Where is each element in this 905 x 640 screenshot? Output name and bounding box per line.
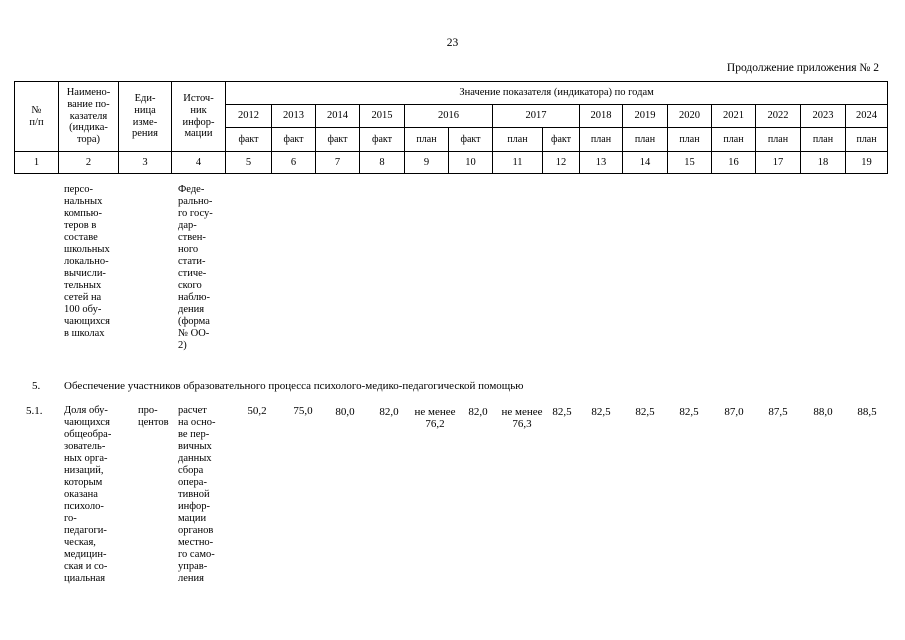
value-2019-plan: 82,5 xyxy=(635,406,655,418)
header-source: Источ- ник инфор- мации xyxy=(172,82,226,152)
sub-header: факт xyxy=(360,128,405,152)
column-number: 19 xyxy=(846,152,888,174)
section-5-number: 5. xyxy=(32,380,41,392)
sub-header: план xyxy=(756,128,801,152)
sub-header: план xyxy=(405,128,449,152)
column-number: 12 xyxy=(543,152,580,174)
column-number: 14 xyxy=(623,152,668,174)
column-number: 2 xyxy=(59,152,119,174)
column-number: 17 xyxy=(756,152,801,174)
year-2012: 2012 xyxy=(226,105,272,128)
row-5-1-number: 5.1. xyxy=(26,405,43,417)
sub-header: план xyxy=(623,128,668,152)
value-2020-plan: 82,5 xyxy=(679,406,699,418)
value-2023-plan: 88,0 xyxy=(813,406,833,418)
column-number: 3 xyxy=(119,152,172,174)
year-2016: 2016 xyxy=(405,105,493,128)
year-2019: 2019 xyxy=(623,105,668,128)
header-values-title: Значение показателя (индикатора) по годам xyxy=(226,82,888,105)
sub-header: факт xyxy=(316,128,360,152)
continued-row-name: персо- нальных компью- теров в составе школьных локально- вычисли- тельных сетей на 100 обу- чающихся в школах xyxy=(64,184,110,339)
sub-header: факт xyxy=(543,128,580,152)
value-2012-fact: 50,2 xyxy=(247,405,267,417)
value-2013-fact: 75,0 xyxy=(293,405,313,417)
sub-header: факт xyxy=(272,128,316,152)
value-2021-plan: 87,0 xyxy=(724,406,744,418)
column-number: 5 xyxy=(226,152,272,174)
header-num: № п/п xyxy=(15,82,59,152)
column-number: 13 xyxy=(580,152,623,174)
column-number: 8 xyxy=(360,152,405,174)
continuation-label: Продолжение приложения № 2 xyxy=(726,62,879,74)
year-2014: 2014 xyxy=(316,105,360,128)
year-2013: 2013 xyxy=(272,105,316,128)
page-number: 23 xyxy=(446,37,459,49)
sub-header: план xyxy=(846,128,888,152)
value-2014-fact: 80,0 xyxy=(335,406,355,418)
header-name: Наимено- вание по- казателя (индика- тора) xyxy=(59,82,119,152)
section-5-title: Обеспечение участников образовательного процесса психолого-медико-педагогической помощью xyxy=(64,380,524,392)
value-2015-fact: 82,0 xyxy=(379,406,399,418)
year-2020: 2020 xyxy=(668,105,712,128)
row-5-1-source: расчет на осно- ве пер- вичных данных сбора опера- тивной инфор- мации органов местно- го само- управ- ления xyxy=(178,405,216,584)
row-5-1-unit: про- центов xyxy=(138,405,169,428)
value-2017-plan: не менее 76,3 xyxy=(501,406,543,431)
header-table xyxy=(14,81,888,174)
year-2021: 2021 xyxy=(712,105,756,128)
sub-header: план xyxy=(712,128,756,152)
sub-header: факт xyxy=(226,128,272,152)
continued-row-source: Феде- рально- го госу- дар- ствен- ного стати- стиче- ского наблю- дения (форма № ОО- 2) xyxy=(178,184,213,351)
year-2015: 2015 xyxy=(360,105,405,128)
row-5-1-name: Доля обу- чающихся общеобра- зователь- ных орга- низаций, которым оказана психоло- го- педагоги- ческая, медицин- ская и со- циальная xyxy=(64,405,112,584)
column-number: 6 xyxy=(272,152,316,174)
value-2022-plan: 87,5 xyxy=(768,406,788,418)
year-2017: 2017 xyxy=(493,105,580,128)
column-number: 1 xyxy=(15,152,59,174)
value-2024-plan: 88,5 xyxy=(857,406,877,418)
column-number: 18 xyxy=(801,152,846,174)
column-number: 15 xyxy=(668,152,712,174)
value-2017-fact: 82,5 xyxy=(552,406,572,418)
year-2022: 2022 xyxy=(756,105,801,128)
sub-header: план xyxy=(493,128,543,152)
column-number: 10 xyxy=(449,152,493,174)
year-2023: 2023 xyxy=(801,105,846,128)
header-unit: Еди- ница изме- рения xyxy=(119,82,172,152)
column-number: 16 xyxy=(712,152,756,174)
sub-header: план xyxy=(801,128,846,152)
year-2024: 2024 xyxy=(846,105,888,128)
column-number: 7 xyxy=(316,152,360,174)
sub-header: план xyxy=(580,128,623,152)
column-number: 9 xyxy=(405,152,449,174)
sub-header: факт xyxy=(449,128,493,152)
value-2018-plan: 82,5 xyxy=(591,406,611,418)
year-2018: 2018 xyxy=(580,105,623,128)
value-2016-plan: не менее 76,2 xyxy=(414,406,456,431)
sub-header: план xyxy=(668,128,712,152)
value-2016-fact: 82,0 xyxy=(468,406,488,418)
column-number: 4 xyxy=(172,152,226,174)
column-number: 11 xyxy=(493,152,543,174)
